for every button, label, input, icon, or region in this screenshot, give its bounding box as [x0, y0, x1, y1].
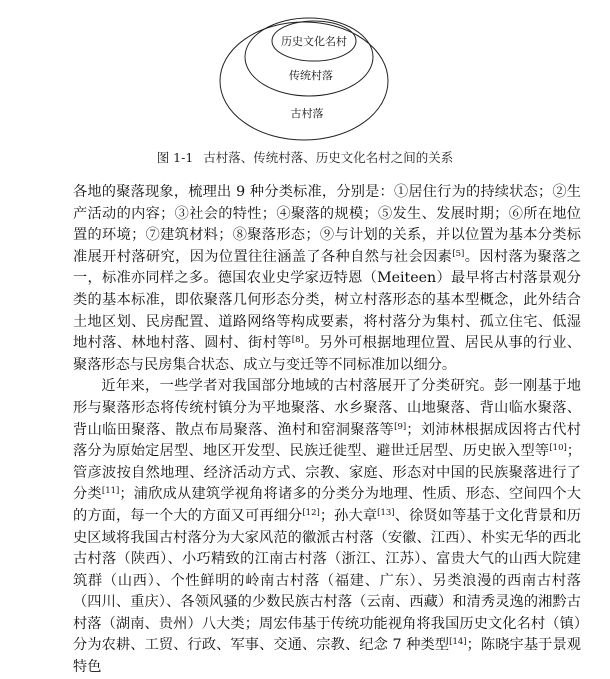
- citation-13: [13]: [377, 507, 395, 518]
- citation-12: [12]: [302, 507, 320, 518]
- body-text: [73, 182, 581, 679]
- p2-text-f: 、徐贤如等基于文化背景和历史区域将我国古村落分为大家风范的徽派古村落（安徽、江西）、朴实无华的西北古村落（陕西）、小巧精致的江南古村落（浙江、江苏）、富贵大气的山西大院建筑群（山西）、个性鲜明的岭南古村落（福建、广东）、另类浪漫的西南古村落（四川、重庆）、各领风骚的少数民族古村落（云南、西藏）和清秀灵逸的湘黔古村落（湖南、贵州）八大类；周宏伟基于传统功能视角将我国历史文化名村（镇）分为农耕、工贸、行政、军事、交通、宗教、纪念 7 种类型: [73, 507, 581, 654]
- citation-8: [8]: [291, 335, 304, 346]
- p1-text-c: 。另外可根据地理位置、居民从事的行业、聚落形态与民房集合状态、成立与变迁等不同标准加以细分。: [73, 335, 581, 373]
- p2-text-b: ；刘沛林根据成因将古代村落分为原始定居型、地区开发型、民族迁徙型、避世迁居型、历史嵌入型等: [73, 421, 581, 460]
- inner-ellipse-label: 历史文化名村: [281, 35, 347, 48]
- figure-number: 图 1-1: [156, 150, 194, 165]
- figure-title: 古村落、传统村落、历史文化名村之间的关系: [203, 150, 454, 165]
- p2-text-d: ；浦欣成从建筑学视角将诸多的分类分为地理、性质、形态、空间四个大的方面，每一个大的方面又可再细分: [73, 486, 581, 524]
- middle-ellipse: [245, 18, 373, 96]
- citation-11: [11]: [101, 486, 120, 497]
- figure-caption: [0, 148, 610, 166]
- outer-ellipse-label: 古村落: [290, 107, 324, 120]
- paragraph-2: [73, 376, 581, 678]
- citation-9: [9]: [394, 421, 407, 432]
- citation-10: [10]: [549, 443, 567, 454]
- p2-text-a: 近年来，一些学者对我国部分地域的古村落展开了分类研究。彭一刚基于地形与聚落形态将传统村镇分为平地聚落、水乡聚落、山地聚落、背山临水聚落、背山临田聚落、散点布局聚落、渔村和窑洞聚落等: [73, 378, 581, 438]
- citation-14: [14]: [449, 637, 467, 648]
- p2-text-c: ；管彦波按自然地理、经济活动方式、宗教、家庭、形态对中国的民族聚落进行了分类: [73, 443, 581, 503]
- paragraph-1: [73, 182, 581, 376]
- p2-text-g: ；陈晓宇基于景观特色: [73, 637, 581, 676]
- nested-ellipse-diagram: [0, 0, 610, 145]
- citation-5: [5]: [452, 248, 465, 259]
- p1-text-b: 。因村落为聚落之一，标准亦同样之多。德国农业史学家迈特恩（Meiteen）最早将古村落景观分类的基本标准，即依聚落几何形态分类，树立村落形态的基本型概念，此外结合土地区划、民房配置、道路网络等构成要素，将村落分为集村、孤立住宅、低湿地村落、林地村落、圆村、街村等: [73, 248, 581, 352]
- p2-text-e: ；孙大章: [319, 507, 378, 524]
- middle-ellipse-label: 传统村落: [289, 69, 333, 82]
- p1-text-a: 各地的聚落现象，梳理出 9 种分类标准，分别是：①居住行为的持续状态；②生产活动的内容；③社会的特性；④聚落的规模；⑤发生、发展时期；⑥所在地位置的环境；⑦建筑材料；⑧聚落形态；⑨与计划的关系，并以位置为基本分类标准展开村落研究，因为位置往往涵盖了各种自然与社会因素: [73, 184, 581, 265]
